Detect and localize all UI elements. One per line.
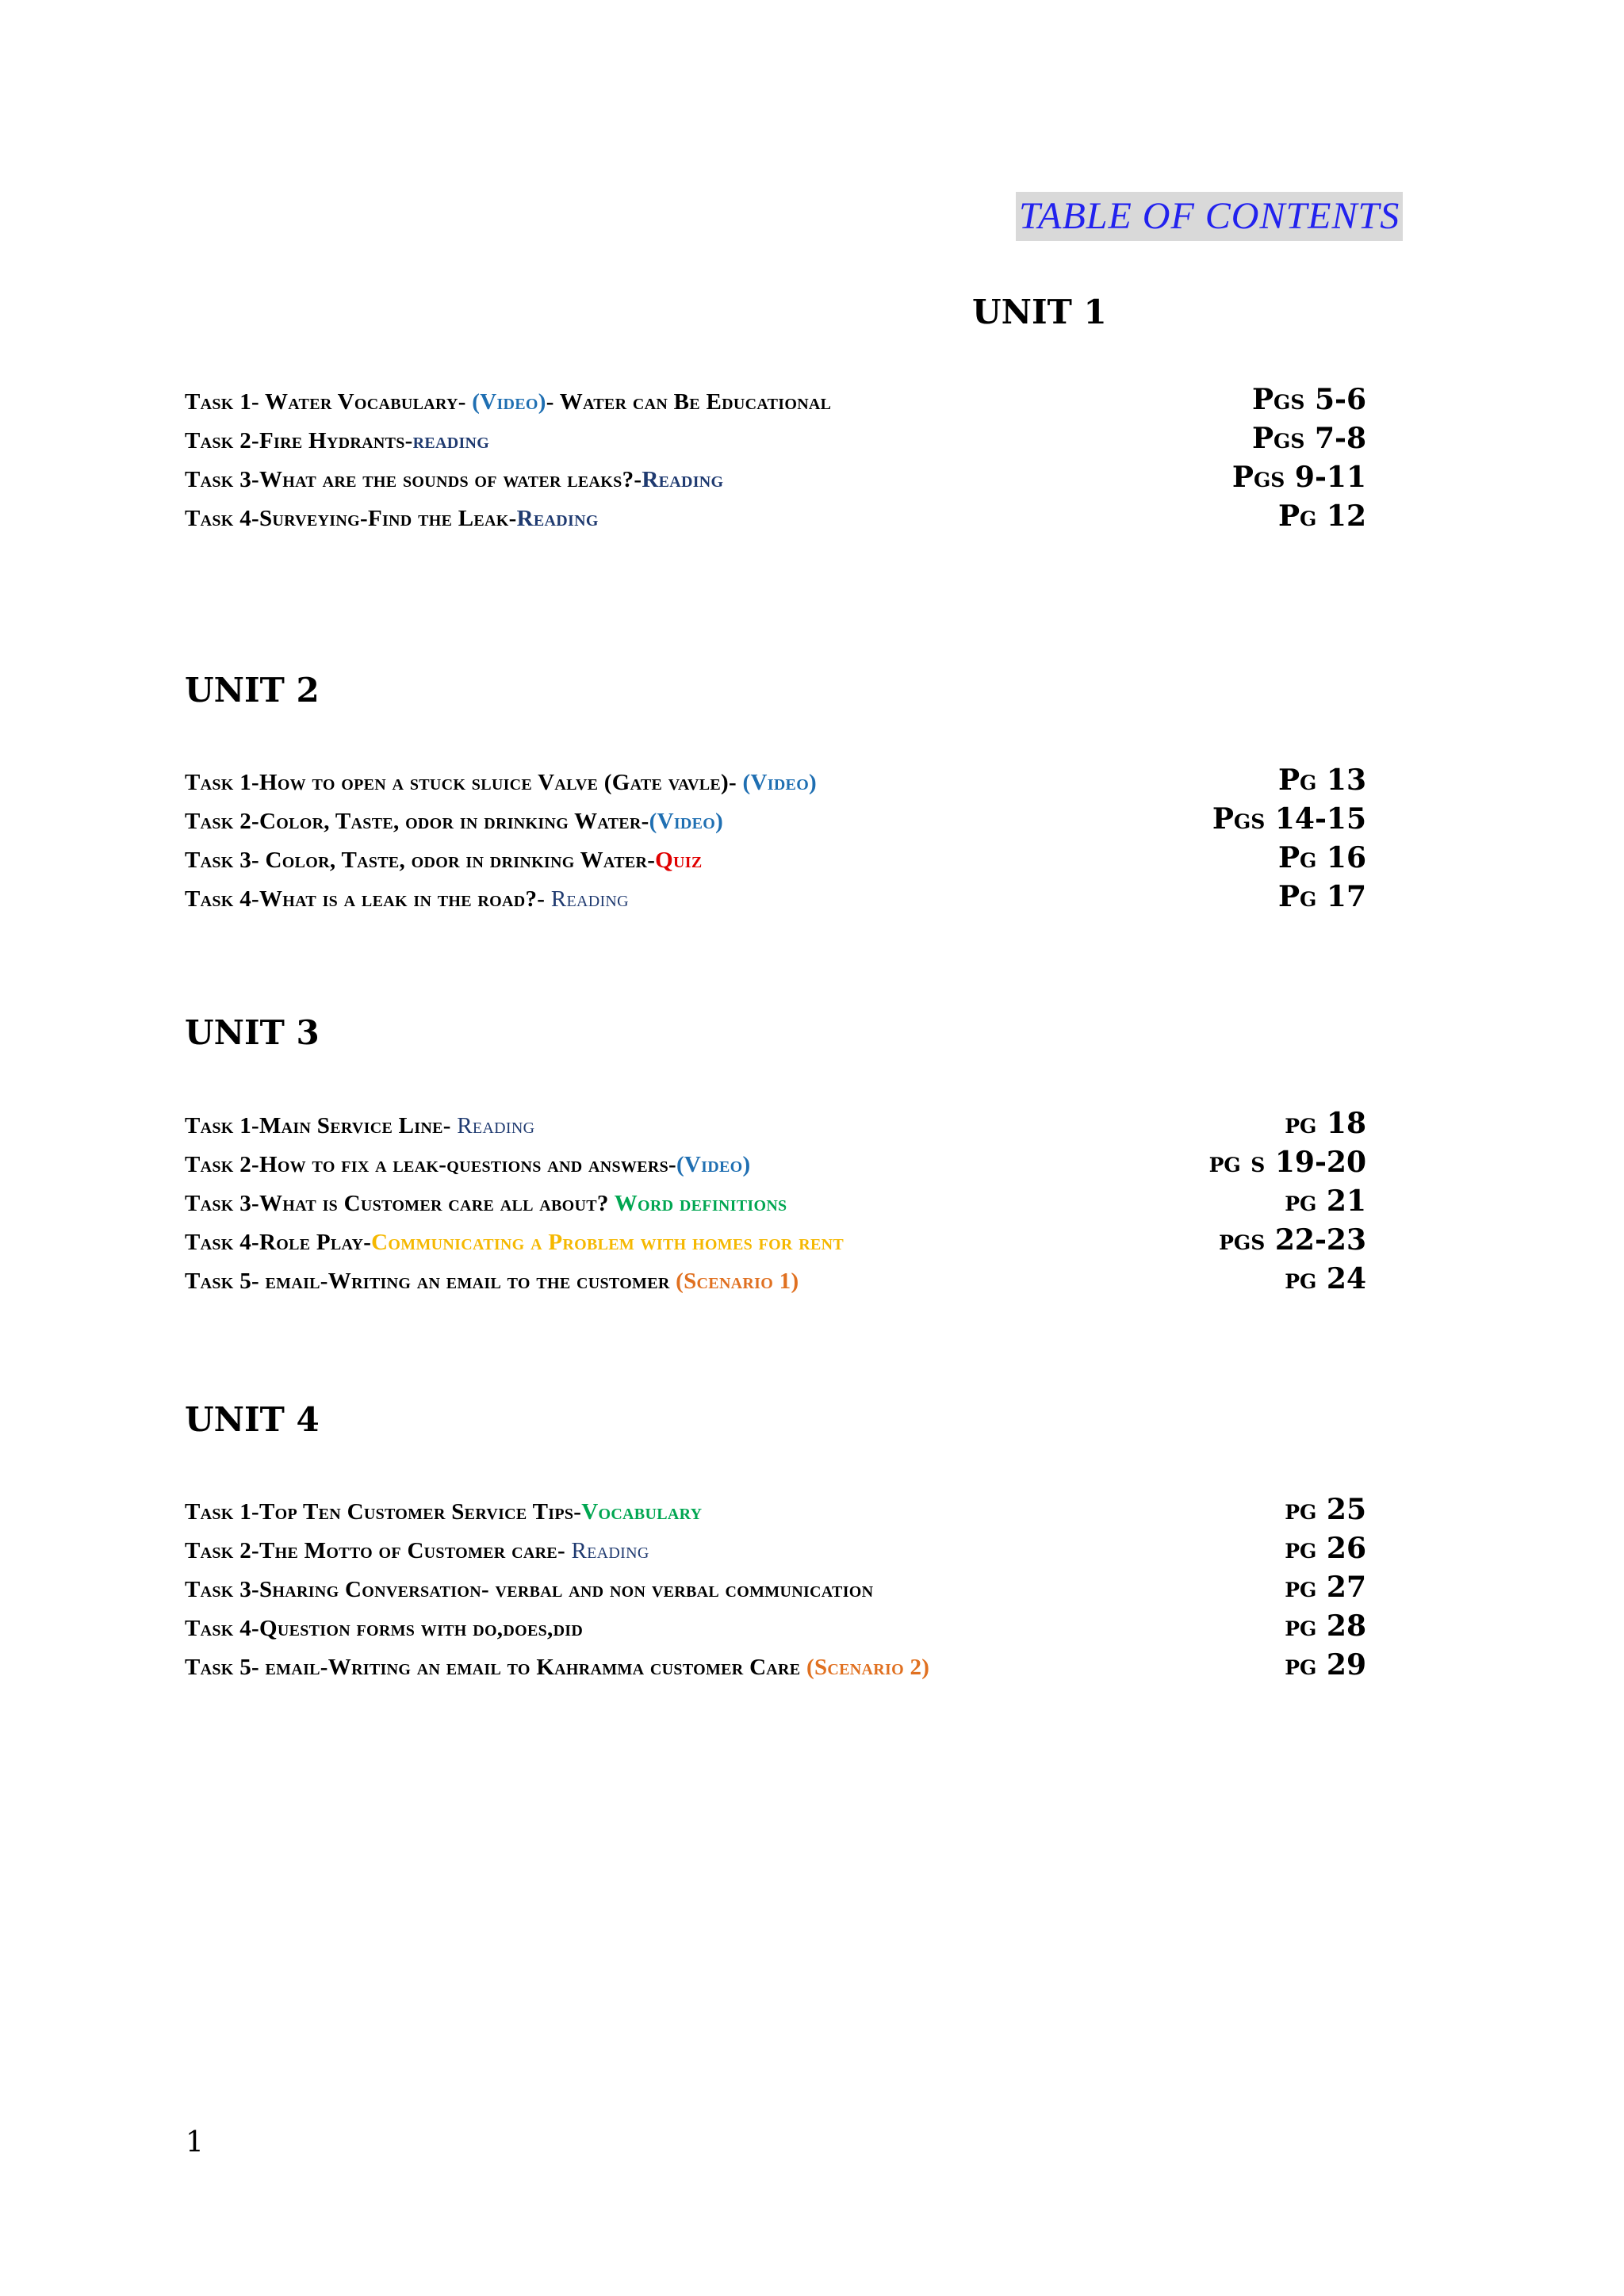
- task-title: Task 2-How to fix a leak-questions and answers-(Video): [185, 1152, 751, 1177]
- page-number: 1: [186, 2126, 204, 2159]
- page-ref: pg 21: [1285, 1184, 1366, 1218]
- task-type-label: reading: [412, 428, 490, 453]
- task-type-label: Communicating a Problem with homes for rent: [371, 1230, 844, 1255]
- page-ref: Pgs 7-8: [1251, 422, 1366, 455]
- task-title: Task 3- Color, Taste, odor in drinking Water-Quiz: [185, 848, 703, 873]
- task-title: Task 1-How to open a stuck sluice Valve (Gate vavle)- (Video): [185, 770, 818, 795]
- task-type-label: (Scenario 2): [806, 1655, 930, 1680]
- page-ref: pg 29: [1285, 1648, 1366, 1682]
- page-ref: pg 18: [1285, 1107, 1366, 1140]
- page-ref: pg s 19-20: [1208, 1146, 1366, 1179]
- task-type-label: Reading: [642, 467, 724, 492]
- task-type-label: (Video): [472, 389, 546, 415]
- task-type-label: (Video): [649, 809, 724, 834]
- page-ref: pg 24: [1285, 1262, 1366, 1295]
- task-title: Task 4-What is a leak in the road?- Reading: [185, 886, 629, 912]
- page-ref: Pg 17: [1277, 880, 1366, 913]
- unit-4-heading: UNIT 4: [185, 1400, 320, 1439]
- task-title: Task 4-Question forms with do,does,did: [185, 1616, 584, 1641]
- page-ref: pg 27: [1285, 1571, 1366, 1604]
- toc-entry[interactable]: [185, 1143, 1366, 1182]
- toc-entry[interactable]: [185, 497, 1366, 536]
- toc-entry[interactable]: [185, 878, 1366, 916]
- toc-entry[interactable]: [185, 1490, 1366, 1529]
- task-type-label: Reading: [516, 506, 599, 531]
- page-ref: pg 25: [1285, 1493, 1366, 1526]
- task-title: Task 2-Fire Hydrants-reading: [185, 428, 490, 453]
- task-type-label: (Scenario 1): [676, 1269, 799, 1294]
- page-ref: Pg 13: [1277, 763, 1366, 797]
- toc-entry[interactable]: [185, 839, 1366, 878]
- page-ref: Pgs 14-15: [1212, 802, 1366, 836]
- task-type-label: Reading: [571, 1538, 649, 1563]
- task-type-label: Reading: [550, 886, 629, 912]
- page-ref: pg 28: [1285, 1609, 1366, 1643]
- task-type-label: Word definitions: [614, 1191, 787, 1216]
- toc-entry[interactable]: [185, 800, 1366, 839]
- toc-entry[interactable]: [185, 1646, 1366, 1685]
- task-title: Task 3-What is Customer care all about? Word definitions: [185, 1191, 787, 1216]
- page-ref: pgs 22-23: [1219, 1223, 1366, 1257]
- task-title: Task 1-Main Service Line- Reading: [185, 1113, 535, 1138]
- task-title: Task 2-The Motto of Customer care- Reading: [185, 1538, 649, 1563]
- toc-entry[interactable]: [185, 419, 1366, 458]
- toc-entry[interactable]: [185, 1104, 1366, 1143]
- task-title: Task 1- Water Vocabulary- (Video)- Water can Be Educational: [185, 389, 832, 415]
- toc-entry[interactable]: [185, 761, 1366, 800]
- toc-entry[interactable]: [185, 1568, 1366, 1607]
- toc-entry[interactable]: [185, 381, 1366, 419]
- unit-1-task-list: [185, 381, 1366, 536]
- unit-3-heading: UNIT 3: [185, 1013, 320, 1052]
- toc-entry[interactable]: [185, 1260, 1366, 1299]
- task-title: Task 2-Color, Taste, odor in drinking Water-(Video): [185, 809, 724, 834]
- page-ref: Pgs 9-11: [1231, 461, 1366, 494]
- task-title: Task 5- email-Writing an email to Kahramma customer Care (Scenario 2): [185, 1655, 930, 1680]
- task-title: Task 4-Surveying-Find the Leak-Reading: [185, 506, 599, 531]
- unit-2-heading: UNIT 2: [185, 671, 320, 710]
- page-ref: pg 26: [1285, 1532, 1366, 1565]
- task-type-label: Reading: [457, 1113, 535, 1138]
- toc-title: TABLE OF CONTENTS: [1016, 192, 1403, 241]
- task-title: Task 3-What are the sounds of water leaks?-Reading: [185, 467, 724, 492]
- unit-3-task-list: [185, 1104, 1366, 1299]
- toc-entry[interactable]: [185, 458, 1366, 497]
- toc-entry[interactable]: [185, 1182, 1366, 1221]
- page-ref: Pg 16: [1277, 841, 1366, 874]
- toc-entry[interactable]: [185, 1607, 1366, 1646]
- task-type-label: (Video): [676, 1152, 751, 1177]
- page-ref: Pg 12: [1277, 499, 1366, 533]
- unit-2-task-list: [185, 761, 1366, 916]
- page-ref: Pgs 5-6: [1251, 383, 1366, 416]
- unit-4-task-list: [185, 1490, 1366, 1685]
- task-type-label: (Video): [742, 770, 818, 795]
- task-title: Task 3-Sharing Conversation- verbal and non verbal communication: [185, 1577, 874, 1602]
- task-title: Task 1-Top Ten Customer Service Tips-Vocabulary: [185, 1499, 703, 1525]
- task-title: Task 4-Role Play-Communicating a Problem with homes for rent: [185, 1230, 844, 1255]
- task-type-label: Vocabulary: [581, 1499, 703, 1525]
- unit-1-heading: UNIT 1: [972, 293, 1107, 331]
- task-type-label: Quiz: [655, 848, 703, 873]
- toc-entry[interactable]: [185, 1529, 1366, 1568]
- task-title: Task 5- email-Writing an email to the customer (Scenario 1): [185, 1269, 799, 1294]
- toc-entry[interactable]: [185, 1221, 1366, 1260]
